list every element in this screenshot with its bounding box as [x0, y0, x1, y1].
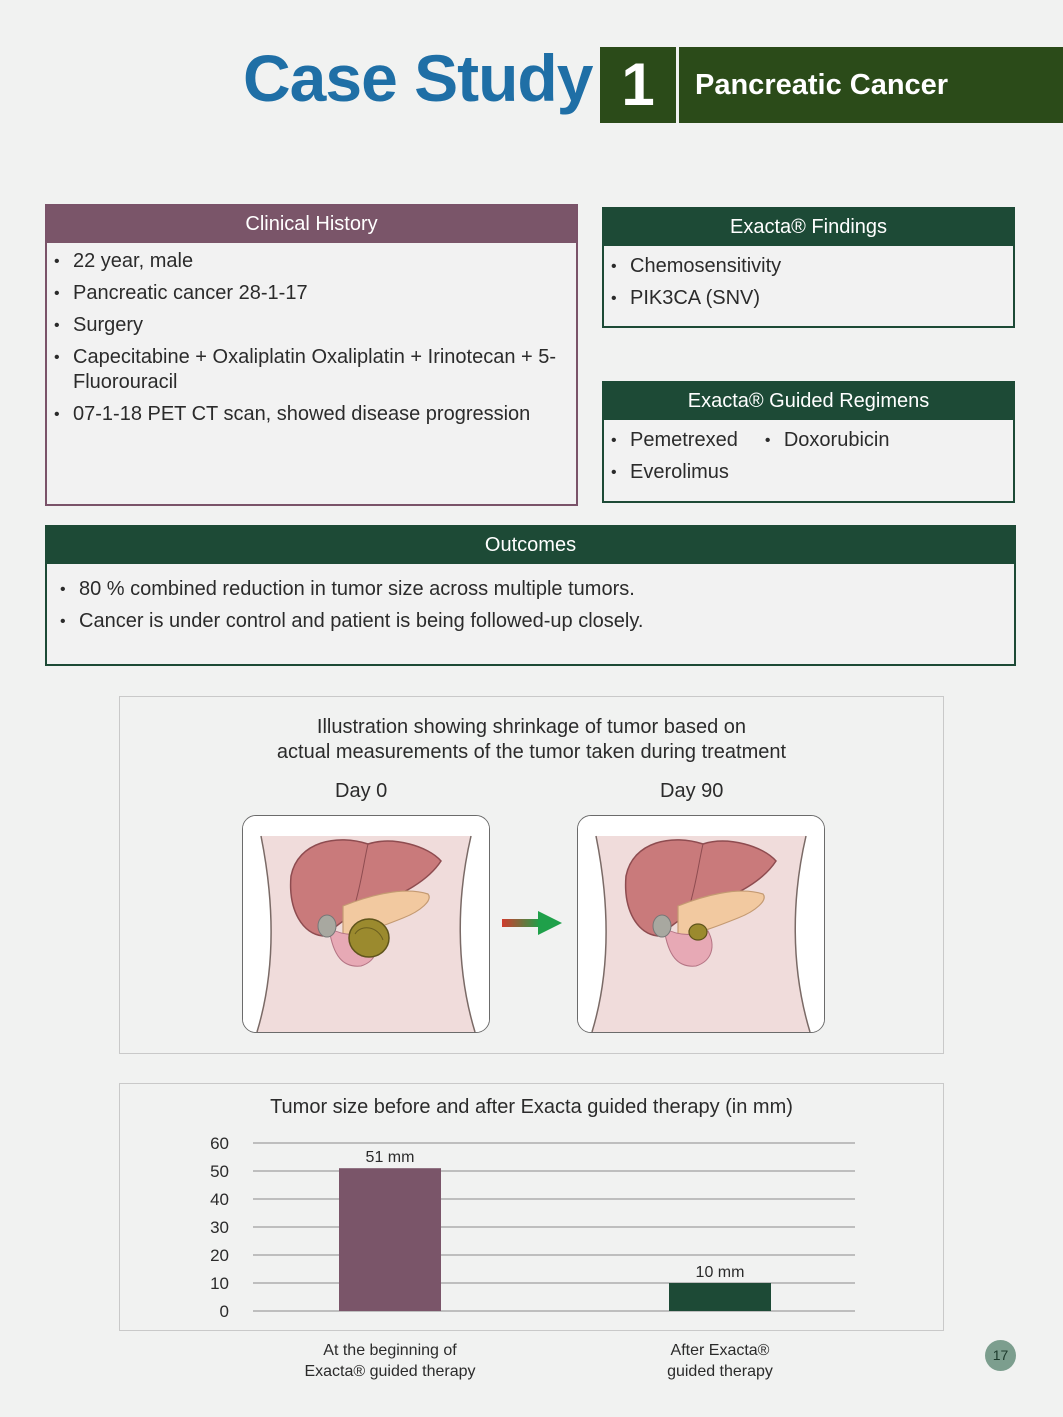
caption-line: actual measurements of the tumor taken during treatment — [276, 741, 787, 763]
outcomes-heading: Outcomes — [47, 527, 1014, 564]
regimens-heading: Exacta® Guided Regimens — [604, 383, 1013, 420]
y-tick-label: 10 — [210, 1274, 229, 1293]
list-item: • 07-1-18 PET CT scan, showed disease progression — [47, 402, 576, 427]
list-item: • Chemosensitivity — [604, 254, 1013, 279]
findings-heading: Exacta® Findings — [604, 209, 1013, 246]
illustration-caption — [120, 715, 943, 765]
day-0-label: Day 0 — [335, 780, 388, 802]
clinical-history-box — [45, 204, 578, 506]
arrow-right-icon — [502, 909, 564, 937]
page-title: Case Study — [243, 41, 593, 115]
caption-line: Illustration showing shrinkage of tumor based on — [316, 716, 747, 738]
list-item: • Pancreatic cancer 28-1-17 — [47, 281, 576, 306]
x-tick-label-0 — [270, 1340, 510, 1382]
clinical-history-list — [47, 243, 576, 427]
anatomy-illustration-day-0 — [242, 815, 490, 1033]
list-item: • Pemetrexed — [604, 428, 738, 453]
outcomes-list — [47, 564, 1014, 634]
outcomes-box — [45, 525, 1016, 666]
list-item: • Capecitabine + Oxaliplatin Oxaliplatin + Irinotecan + 5-Fluorouracil — [47, 345, 576, 395]
list-item: • 22 year, male — [47, 249, 576, 274]
regimens-list — [604, 420, 1013, 485]
anatomy-illustration-day-90 — [577, 815, 825, 1033]
x-tick-label-1 — [600, 1340, 840, 1382]
y-tick-label: 60 — [210, 1134, 229, 1153]
data-label-0: 51 mm — [365, 1149, 415, 1167]
chart-title: Tumor size before and after Exacta guided therapy (in mm) — [270, 1096, 793, 1118]
chart-panel — [119, 1083, 944, 1331]
y-tick-label: 0 — [219, 1302, 229, 1321]
day-90-label: Day 90 — [660, 780, 724, 802]
clinical-history-heading: Clinical History — [47, 206, 576, 243]
y-tick-label: 50 — [210, 1162, 229, 1181]
list-item: • 80 % combined reduction in tumor size across multiple tumors. — [53, 577, 1014, 602]
list-item: • PIK3CA (SNV) — [604, 286, 1013, 311]
y-tick-label: 40 — [210, 1190, 229, 1209]
regimens-box — [602, 381, 1015, 503]
x-tick-label-line: Exacta® guided therapy — [304, 1363, 476, 1380]
list-item: • Cancer is under control and patient is being followed-up closely. — [53, 609, 1014, 634]
y-tick-label: 30 — [210, 1218, 229, 1237]
x-tick-label-line: guided therapy — [667, 1363, 773, 1380]
list-item: • Surgery — [47, 313, 576, 338]
findings-list — [604, 246, 1013, 311]
data-label-1: 10 mm — [695, 1264, 745, 1281]
x-tick-label-line: At the beginning of — [323, 1342, 457, 1359]
list-item: • Doxorubicin — [758, 428, 890, 453]
illustration-panel — [119, 696, 944, 1054]
x-tick-label-line: After Exacta® — [670, 1342, 770, 1359]
page-number: 17 — [985, 1340, 1016, 1371]
y-tick-label: 20 — [210, 1246, 229, 1265]
case-subtitle: Pancreatic Cancer — [679, 47, 1063, 123]
list-item: • Everolimus — [604, 460, 1013, 485]
case-number: 1 — [600, 47, 676, 123]
findings-box — [602, 207, 1015, 328]
